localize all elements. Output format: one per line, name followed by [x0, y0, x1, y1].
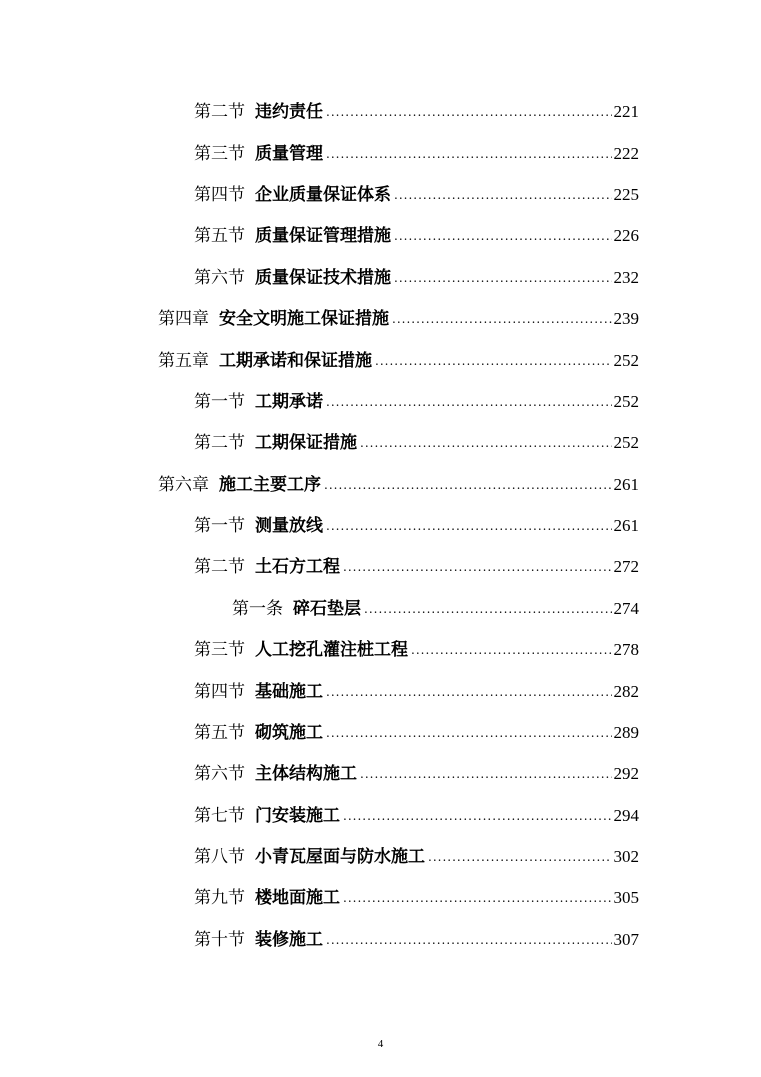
dot-leader — [360, 434, 612, 452]
toc-entry-number: 第一节 — [194, 516, 245, 536]
toc-entry[interactable] — [158, 304, 639, 330]
toc-entry-title: 工期承诺和保证措施 — [219, 351, 372, 371]
dot-leader — [326, 517, 612, 535]
toc-entry-page: 278 — [613, 640, 639, 659]
toc-entry-number: 第二节 — [194, 433, 245, 453]
toc-entry-number: 第六节 — [194, 764, 245, 784]
toc-entry-number: 第七节 — [194, 806, 245, 826]
toc-entry[interactable] — [194, 759, 639, 785]
dot-leader — [343, 807, 612, 825]
dot-leader — [392, 310, 612, 328]
toc-entry-title: 工期承诺 — [255, 392, 323, 412]
toc-entry-title: 装修施工 — [255, 930, 323, 950]
dot-leader — [326, 931, 612, 949]
dot-leader — [394, 186, 612, 204]
toc-entry[interactable] — [194, 263, 639, 289]
toc-entry[interactable] — [158, 470, 639, 496]
toc-entry-title: 门安装施工 — [255, 806, 340, 826]
toc-entry-page: 221 — [613, 102, 639, 121]
toc-entry-page: 252 — [613, 392, 639, 411]
toc-entry-page: 252 — [613, 351, 639, 370]
toc-entry[interactable] — [194, 552, 639, 578]
toc-entry-page: 282 — [613, 682, 639, 701]
toc-entry-number: 第三节 — [194, 144, 245, 164]
toc-entry-number: 第六章 — [158, 475, 209, 495]
toc-entry-title: 企业质量保证体系 — [255, 185, 391, 205]
dot-leader — [364, 600, 612, 618]
toc-entry-page: 261 — [613, 516, 639, 535]
dot-leader — [343, 889, 612, 907]
toc-entry-number: 第二节 — [194, 557, 245, 577]
toc-entry-title: 施工主要工序 — [219, 475, 321, 495]
toc-entry[interactable] — [158, 346, 639, 372]
toc-entry[interactable] — [194, 677, 639, 703]
dot-leader — [394, 227, 612, 245]
toc-entry-title: 砌筑施工 — [255, 723, 323, 743]
toc-entry-title: 碎石垫层 — [293, 599, 361, 619]
page-number: 4 — [377, 1038, 384, 1050]
dot-leader — [411, 641, 612, 659]
toc-entry-title: 工期保证措施 — [255, 433, 357, 453]
toc-entry[interactable] — [232, 594, 639, 620]
toc-entry-title: 小青瓦屋面与防水施工 — [255, 847, 425, 867]
toc-entry-page: 225 — [613, 185, 639, 204]
dot-leader — [428, 848, 612, 866]
toc-entry[interactable] — [194, 139, 639, 165]
dot-leader — [326, 683, 612, 701]
toc-entry-title: 人工挖孔灌注桩工程 — [255, 640, 408, 660]
toc-entry[interactable] — [194, 635, 639, 661]
toc-entry-title: 违约责任 — [255, 102, 323, 122]
toc-entry[interactable] — [194, 883, 639, 909]
dot-leader — [343, 558, 612, 576]
toc-entry-title: 楼地面施工 — [255, 888, 340, 908]
toc-entry[interactable] — [194, 387, 639, 413]
toc-entry-page: 274 — [613, 599, 639, 618]
toc-entry[interactable] — [194, 97, 639, 123]
toc-entry[interactable] — [194, 180, 639, 206]
toc-entry-title: 基础施工 — [255, 682, 323, 702]
toc-entry-page: 289 — [613, 723, 639, 742]
toc-entry[interactable] — [194, 428, 639, 454]
dot-leader — [326, 393, 612, 411]
toc-entry-title: 安全文明施工保证措施 — [219, 309, 389, 329]
toc-entry-page: 261 — [613, 475, 639, 494]
toc-entry-page: 294 — [613, 806, 639, 825]
toc-entry-number: 第五节 — [194, 723, 245, 743]
dot-leader — [326, 145, 612, 163]
toc-entry-number: 第五节 — [194, 226, 245, 246]
toc-entry[interactable] — [194, 801, 639, 827]
toc-entry-number: 第十节 — [194, 930, 245, 950]
dot-leader — [360, 765, 612, 783]
toc-entry-title: 质量保证技术措施 — [255, 268, 391, 288]
toc-entry-title: 质量保证管理措施 — [255, 226, 391, 246]
toc-entry-number: 第五章 — [158, 351, 209, 371]
toc-entry[interactable] — [194, 842, 639, 868]
toc-entry-title: 测量放线 — [255, 516, 323, 536]
toc-entry-page: 252 — [613, 433, 639, 452]
toc-entry-page: 239 — [613, 309, 639, 328]
toc-entry[interactable] — [194, 511, 639, 537]
toc-entry-title: 质量管理 — [255, 144, 323, 164]
toc-entry[interactable] — [194, 925, 639, 951]
toc-entry-number: 第四节 — [194, 185, 245, 205]
toc-entry-page: 226 — [613, 226, 639, 245]
dot-leader — [326, 103, 612, 121]
dot-leader — [394, 269, 612, 287]
toc-entry-number: 第九节 — [194, 888, 245, 908]
dot-leader — [375, 352, 612, 370]
toc-entry[interactable] — [194, 221, 639, 247]
toc-entry-number: 第四章 — [158, 309, 209, 329]
toc-entry-number: 第一条 — [232, 599, 283, 619]
toc-entry-number: 第八节 — [194, 847, 245, 867]
toc-entry-number: 第三节 — [194, 640, 245, 660]
toc-entry-number: 第二节 — [194, 102, 245, 122]
toc-entry-page: 222 — [613, 144, 639, 163]
toc-entry-number: 第六节 — [194, 268, 245, 288]
toc-entry-page: 232 — [613, 268, 639, 287]
toc-entry-page: 272 — [613, 557, 639, 576]
toc-entry-title: 土石方工程 — [255, 557, 340, 577]
toc-entry-page: 305 — [613, 888, 639, 907]
toc-entry-title: 主体结构施工 — [255, 764, 357, 784]
toc-entry-page: 307 — [613, 930, 639, 949]
toc-entry[interactable] — [194, 718, 639, 744]
toc-entry-page: 292 — [613, 764, 639, 783]
toc-entry-page: 302 — [613, 847, 639, 866]
dot-leader — [324, 476, 612, 494]
toc-entry-number: 第四节 — [194, 682, 245, 702]
toc-entry-number: 第一节 — [194, 392, 245, 412]
dot-leader — [326, 724, 612, 742]
